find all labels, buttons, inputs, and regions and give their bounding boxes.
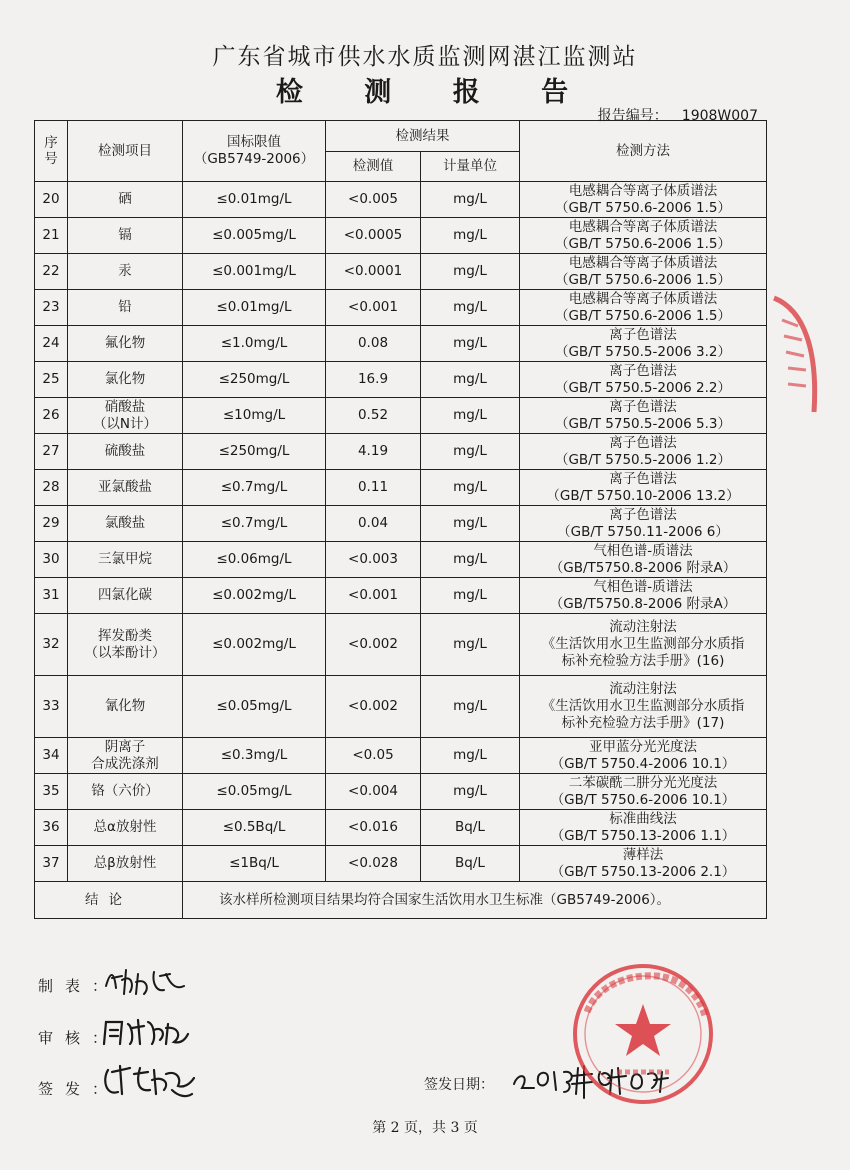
- test-item-line: 亚氯酸盐: [98, 479, 152, 495]
- test-method-line: （GB/T 5750.6-2006 1.5）: [554, 235, 732, 252]
- measured-value: <0.002: [326, 676, 421, 738]
- test-method-line: 离子色谱法: [609, 434, 677, 451]
- issued-by-signature: [100, 1060, 200, 1104]
- test-item-line: 阴离子: [104, 738, 146, 755]
- test-item-line: 合成洗涤剂: [91, 755, 159, 772]
- report-number-value: 1908W007: [681, 108, 758, 124]
- test-method: [520, 434, 767, 470]
- header-limit: [183, 121, 326, 182]
- conclusion-text: 该水样所检测项目结果均符合国家生活饮用水卫生标准（GB5749-2006）。: [183, 882, 767, 919]
- standard-limit: ≤0.05mg/L: [183, 774, 326, 810]
- test-method-line: 流动注射法: [609, 619, 677, 635]
- test-item-line: 挥发酚类: [98, 627, 152, 644]
- measured-value: <0.004: [326, 774, 421, 810]
- test-method-line: （GB/T 5750.5-2006 5.3）: [554, 415, 732, 432]
- test-method: [520, 676, 767, 738]
- standard-limit: ≤0.01mg/L: [183, 290, 326, 326]
- table-row: [35, 254, 767, 290]
- report-title: 检 测 报 告: [275, 77, 595, 108]
- test-method-line: 标准曲线法: [609, 810, 677, 827]
- issued-by-label: 签发：: [38, 1080, 120, 1098]
- test-method: [520, 218, 767, 254]
- standard-limit: ≤1Bq/L: [183, 846, 326, 882]
- test-item: [68, 218, 183, 254]
- row-number: 32: [35, 614, 68, 676]
- test-method-line: （GB/T 5750.6-2006 1.5）: [554, 271, 732, 288]
- test-method-line: 流动注射法: [609, 681, 677, 697]
- measurement-unit: mg/L: [421, 614, 520, 676]
- table-row: [35, 614, 767, 676]
- test-method-line: （GB/T 5750.6-2006 1.5）: [554, 199, 732, 216]
- standard-limit: ≤0.002mg/L: [183, 578, 326, 614]
- test-method-line: （GB/T 5750.6-2006 1.5）: [554, 307, 732, 324]
- table-row: [35, 542, 767, 578]
- standard-limit: ≤0.05mg/L: [183, 676, 326, 738]
- measured-value: <0.002: [326, 614, 421, 676]
- test-method-line: （GB/T 5750.4-2006 10.1）: [550, 755, 736, 772]
- header-limit-standard: （GB5749-2006）: [193, 151, 315, 167]
- test-method-line: 气相色谱-质谱法: [593, 542, 693, 559]
- test-method-line: 二苯碳酰二肼分光光度法: [568, 774, 718, 791]
- standard-limit: ≤250mg/L: [183, 362, 326, 398]
- test-item: [68, 398, 183, 434]
- measured-value: 0.11: [326, 470, 421, 506]
- test-method: [520, 182, 767, 218]
- table-row: [35, 506, 767, 542]
- test-item-line: 氯酸盐: [104, 515, 146, 531]
- test-item: [68, 810, 183, 846]
- header-limit-label: 国标限值: [227, 134, 281, 150]
- header-method: 检测方法: [520, 121, 767, 182]
- table-header-row: [35, 121, 767, 152]
- row-number: 30: [35, 542, 68, 578]
- issue-date-label: 签发日期：: [424, 1077, 494, 1093]
- test-method-line: （GB/T 5750.13-2006 2.1）: [550, 863, 736, 880]
- row-number: 33: [35, 676, 68, 738]
- test-method-line: （GB/T 5750.5-2006 1.2）: [554, 451, 732, 468]
- row-number: 20: [35, 182, 68, 218]
- test-item: [68, 362, 183, 398]
- test-item: [68, 774, 183, 810]
- test-method: [520, 738, 767, 774]
- measurement-unit: mg/L: [421, 542, 520, 578]
- test-method-line: （GB/T 5750.13-2006 1.1）: [550, 827, 736, 844]
- test-method-line: 《生活饮用水卫生监测部分水质指: [541, 636, 745, 652]
- measurement-unit: mg/L: [421, 738, 520, 774]
- test-item-line: 硫酸盐: [104, 443, 146, 459]
- measured-value: <0.016: [326, 810, 421, 846]
- measured-value: <0.001: [326, 290, 421, 326]
- row-number: 37: [35, 846, 68, 882]
- measurement-unit: mg/L: [421, 578, 520, 614]
- test-method: [520, 774, 767, 810]
- test-item: [68, 578, 183, 614]
- test-method-line: 亚甲蓝分光光度法: [589, 738, 697, 755]
- measured-value: 4.19: [326, 434, 421, 470]
- table-row: [35, 810, 767, 846]
- standard-limit: ≤0.005mg/L: [183, 218, 326, 254]
- standard-limit: ≤0.7mg/L: [183, 470, 326, 506]
- test-item: [68, 434, 183, 470]
- test-method-line: 电感耦合等离子体质谱法: [568, 290, 718, 307]
- test-item: [68, 738, 183, 774]
- standard-limit: ≤0.002mg/L: [183, 614, 326, 676]
- test-method-line: 电感耦合等离子体质谱法: [568, 254, 718, 271]
- measurement-unit: mg/L: [421, 506, 520, 542]
- measured-value: <0.001: [326, 578, 421, 614]
- prepared-by-signature: [100, 964, 190, 998]
- row-number: 27: [35, 434, 68, 470]
- test-item-line: 氯化物: [104, 371, 146, 387]
- test-item: [68, 254, 183, 290]
- measurement-unit: mg/L: [421, 326, 520, 362]
- table-row: [35, 846, 767, 882]
- measured-value: 16.9: [326, 362, 421, 398]
- test-method: [520, 326, 767, 362]
- official-seal-stamp: [557, 960, 727, 1120]
- measurement-unit: mg/L: [421, 218, 520, 254]
- row-number: 35: [35, 774, 68, 810]
- measured-value: 0.08: [326, 326, 421, 362]
- test-method: [520, 290, 767, 326]
- row-number: 25: [35, 362, 68, 398]
- test-item-line: 硝酸盐: [104, 398, 146, 415]
- test-item: [68, 326, 183, 362]
- measured-value: <0.005: [326, 182, 421, 218]
- organization-title: 广东省城市供水水质监测网湛江监测站: [212, 44, 638, 70]
- row-number: 28: [35, 470, 68, 506]
- row-number: 34: [35, 738, 68, 774]
- test-method-line: 电感耦合等离子体质谱法: [568, 182, 718, 199]
- measurement-unit: Bq/L: [421, 846, 520, 882]
- table-row: [35, 470, 767, 506]
- row-number: 23: [35, 290, 68, 326]
- test-method-line: 气相色谱-质谱法: [593, 578, 693, 595]
- table-row: [35, 398, 767, 434]
- standard-limit: ≤0.01mg/L: [183, 182, 326, 218]
- header-seq: 序号: [35, 121, 68, 182]
- test-item-line: 总α放射性: [93, 819, 157, 835]
- standard-limit: ≤0.7mg/L: [183, 506, 326, 542]
- test-item: [68, 542, 183, 578]
- report-number-label: 报告编号：: [597, 108, 668, 124]
- test-item-line: 氟化物: [104, 335, 146, 351]
- standard-limit: ≤0.3mg/L: [183, 738, 326, 774]
- header-item: 检测项目: [68, 121, 183, 182]
- standard-limit: ≤10mg/L: [183, 398, 326, 434]
- test-item-line: 三氯甲烷: [98, 551, 152, 567]
- test-item-line: 镉: [118, 227, 132, 243]
- conclusion-label: 结论: [35, 882, 183, 919]
- standard-limit: ≤0.001mg/L: [183, 254, 326, 290]
- test-item: [68, 506, 183, 542]
- test-method-line: 标补充检验方法手册》(17): [561, 715, 725, 731]
- table-row: [35, 290, 767, 326]
- results-table: [34, 120, 767, 919]
- prepared-by-label: 制表：: [38, 977, 120, 995]
- test-method-line: （GB/T5750.8-2006 附录A）: [549, 559, 737, 576]
- test-item: [68, 470, 183, 506]
- measured-value: <0.003: [326, 542, 421, 578]
- test-item: [68, 290, 183, 326]
- test-method: [520, 362, 767, 398]
- table-row: [35, 218, 767, 254]
- test-method: [520, 810, 767, 846]
- test-method-line: 离子色谱法: [609, 506, 677, 523]
- measured-value: <0.028: [326, 846, 421, 882]
- test-method-line: 离子色谱法: [609, 362, 677, 379]
- table-row: [35, 182, 767, 218]
- measurement-unit: mg/L: [421, 774, 520, 810]
- test-item: [68, 846, 183, 882]
- test-method-line: 离子色谱法: [609, 470, 677, 487]
- table-row: [35, 326, 767, 362]
- test-item: [68, 182, 183, 218]
- test-item: [68, 614, 183, 676]
- test-item-line: 铅: [118, 299, 132, 315]
- measurement-unit: mg/L: [421, 182, 520, 218]
- standard-limit: ≤250mg/L: [183, 434, 326, 470]
- test-item-line: （以N计）: [92, 415, 158, 432]
- measurement-unit: mg/L: [421, 434, 520, 470]
- test-item-line: 总β放射性: [93, 855, 157, 871]
- table-row: [35, 362, 767, 398]
- test-method-line: （GB/T 5750.11-2006 6）: [557, 523, 729, 540]
- measurement-unit: mg/L: [421, 254, 520, 290]
- test-method-line: 离子色谱法: [609, 326, 677, 343]
- test-method-line: 薄样法: [622, 846, 664, 863]
- test-item-line: 四氯化碳: [98, 587, 152, 603]
- test-method-line: 标补充检验方法手册》(16): [561, 653, 725, 669]
- measurement-unit: mg/L: [421, 470, 520, 506]
- row-number: 21: [35, 218, 68, 254]
- test-method-line: 离子色谱法: [609, 398, 677, 415]
- measured-value: <0.0001: [326, 254, 421, 290]
- test-method: [520, 398, 767, 434]
- measurement-unit: mg/L: [421, 290, 520, 326]
- measurement-unit: mg/L: [421, 676, 520, 738]
- row-number: 26: [35, 398, 68, 434]
- row-number: 31: [35, 578, 68, 614]
- standard-limit: ≤0.5Bq/L: [183, 810, 326, 846]
- table-row: [35, 578, 767, 614]
- measurement-unit: mg/L: [421, 362, 520, 398]
- row-number: 29: [35, 506, 68, 542]
- test-method-line: （GB/T 5750.5-2006 2.2）: [554, 379, 732, 396]
- test-item-line: 汞: [118, 263, 132, 279]
- measured-value: <0.0005: [326, 218, 421, 254]
- test-method-line: （GB/T 5750.5-2006 3.2）: [554, 343, 732, 360]
- reviewed-by-signature: [98, 1014, 194, 1050]
- test-method-line: （GB/T 5750.10-2006 13.2）: [546, 487, 740, 504]
- test-method: [520, 506, 767, 542]
- test-item-line: 铬（六价）: [91, 783, 159, 799]
- row-number: 24: [35, 326, 68, 362]
- test-method-line: 电感耦合等离子体质谱法: [568, 218, 718, 235]
- measured-value: 0.04: [326, 506, 421, 542]
- test-method-line: （GB/T5750.8-2006 附录A）: [549, 595, 737, 612]
- measured-value: <0.05: [326, 738, 421, 774]
- table-row: [35, 434, 767, 470]
- test-method: [520, 578, 767, 614]
- measurement-unit: Bq/L: [421, 810, 520, 846]
- test-method-line: 《生活饮用水卫生监测部分水质指: [541, 698, 745, 714]
- test-method: [520, 254, 767, 290]
- table-row: [35, 774, 767, 810]
- test-item-line: 硒: [118, 191, 132, 207]
- test-method: [520, 846, 767, 882]
- row-number: 22: [35, 254, 68, 290]
- edge-seal-stamp: [768, 290, 818, 420]
- test-method: [520, 614, 767, 676]
- test-method-line: （GB/T 5750.6-2006 10.1）: [550, 791, 736, 808]
- reviewed-by-label: 审核：: [38, 1029, 120, 1047]
- test-method: [520, 542, 767, 578]
- standard-limit: ≤0.06mg/L: [183, 542, 326, 578]
- test-item-line: （以苯酚计）: [84, 644, 166, 661]
- table-row: [35, 676, 767, 738]
- standard-limit: ≤1.0mg/L: [183, 326, 326, 362]
- test-item: [68, 676, 183, 738]
- table-row: [35, 738, 767, 774]
- test-item-line: 氰化物: [104, 698, 146, 714]
- measurement-unit: mg/L: [421, 398, 520, 434]
- conclusion-row: [35, 882, 767, 919]
- header-result-group: 检测结果: [326, 121, 520, 152]
- test-method: [520, 470, 767, 506]
- header-unit: 计量单位: [421, 152, 520, 182]
- page-number: 第 2 页，共 3 页: [372, 1120, 478, 1136]
- row-number: 36: [35, 810, 68, 846]
- header-value: 检测值: [326, 152, 421, 182]
- measured-value: 0.52: [326, 398, 421, 434]
